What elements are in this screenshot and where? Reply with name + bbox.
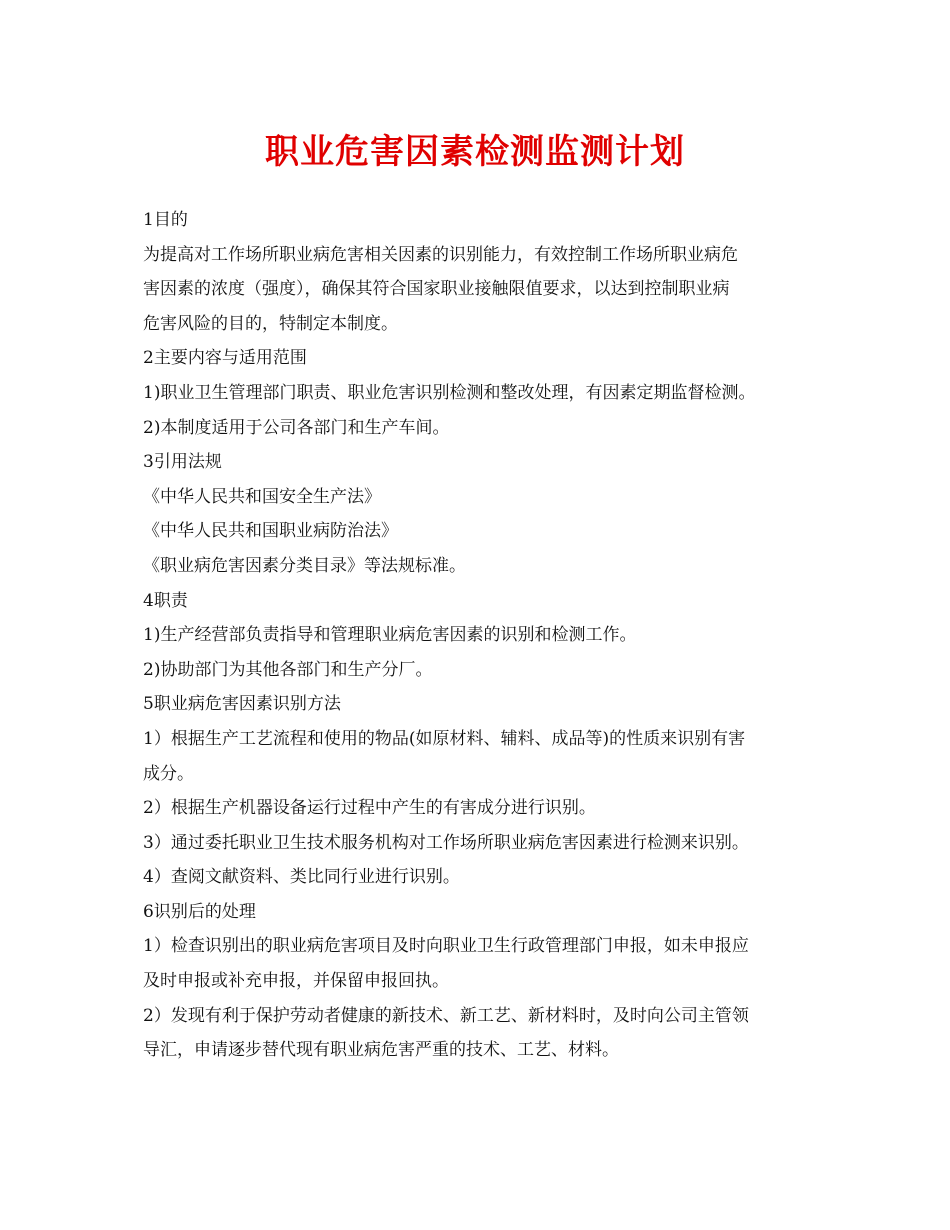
- section-heading-post-identification: 6识别后的处理: [143, 901, 256, 922]
- section-heading-purpose: 1目的: [143, 210, 188, 230]
- body-line: 2)本制度适用于公司各部门和生产车间。: [143, 417, 450, 438]
- section-heading-regulations: 3引用法规: [143, 452, 222, 473]
- body-line: 1)生产经营部负责指导和管理职业病危害因素的识别和检测工作。: [143, 625, 637, 646]
- section-heading-identification-methods: 5职业病危害因素识别方法: [143, 694, 341, 715]
- body-line: 《中华人民共和国职业病防治法》: [143, 521, 398, 542]
- body-line: 导汇，申请逐步替代现有职业病危害严重的技术、工艺、材料。: [143, 1040, 619, 1061]
- body-line: 为提高对工作场所职业病危害相关因素的识别能力，有效控制工作场所职业病危: [143, 244, 738, 265]
- body-line: 成分。: [143, 763, 194, 784]
- body-line: 3）通过委托职业卫生技术服务机构对工作场所职业病危害因素进行检测来识别。: [143, 832, 749, 853]
- body-line: 《职业病危害因素分类目录》等法规标准。: [143, 555, 466, 576]
- section-heading-responsibilities: 4职责: [143, 590, 188, 611]
- body-line: 1)职业卫生管理部门职责、职业危害识别检测和整改处理，有因素定期监督检测。: [143, 382, 756, 403]
- body-line: 1）根据生产工艺流程和使用的物品(如原材料、辅料、成品等)的性质来识别有害: [143, 728, 746, 749]
- body-line: 2）发现有利于保护劳动者健康的新技术、新工艺、新材料时，及时向公司主管领: [143, 1005, 749, 1026]
- body-line: 《中华人民共和国安全生产法》: [143, 486, 381, 507]
- body-line: 2)协助部门为其他各部门和生产分厂。: [143, 659, 433, 680]
- document-title: 职业危害因素检测监测计划: [265, 132, 685, 172]
- body-line: 4）查阅文献资料、类比同行业进行识别。: [143, 867, 460, 888]
- body-line: 1）检查识别出的职业病危害项目及时向职业卫生行政管理部门申报，如未申报应: [143, 936, 749, 957]
- document-body: [143, 203, 811, 1068]
- body-line: 2）根据生产机器设备运行过程中产生的有害成分进行识别。: [143, 798, 596, 819]
- body-line: 害因素的浓度（强度），确保其符合国家职业接触限值要求，以达到控制职业病: [143, 279, 730, 300]
- section-heading-scope: 2主要内容与适用范围: [143, 348, 307, 369]
- body-line: 危害风险的目的，特制定本制度。: [143, 313, 398, 334]
- body-line: 及时申报或补充申报，并保留申报回执。: [143, 971, 449, 992]
